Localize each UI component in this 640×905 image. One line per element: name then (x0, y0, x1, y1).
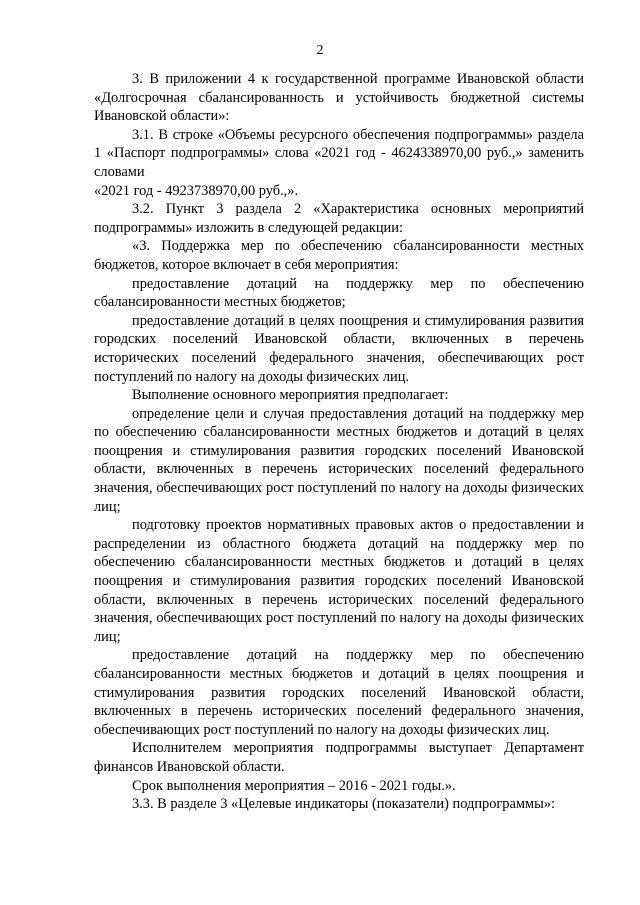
paragraph-quote-start: «3. Поддержка мер по обеспечению сбалансированности местных бюджетов, которое включает в себя мероприятия: (94, 238, 584, 273)
paragraph-item-3-3: 3.3. В разделе 3 «Целевые индикаторы (показатели) подпрограммы»: (132, 796, 555, 813)
paragraph-item-3-1-new-value: «2021 год - 4923738970,00 руб.,». (94, 182, 299, 199)
paragraph-item-3-2: 3.2. Пункт 3 раздела 2 «Характеристика основных мероприятий подпрограммы» изложить в следующей редакции: (94, 201, 584, 236)
paragraph-measure-1: предоставление дотаций на поддержку мер по обеспечению сбалансированности местных бюджетов; (94, 275, 584, 311)
paragraph-draft-acts: подготовку проектов нормативных правовых актов о предоставлении и распределении из областного бюджета дотаций на поддержку мер по обеспечению сбалансированности местных бюджетов и дотаций в целях поощрения и стимулирования развития городских поселений Ивановской области, включенных в перечень исторических поселений федерального значения, обеспечивающих рост поступлений по налогу на доходы физических лиц; (94, 517, 584, 645)
paragraph-subsidy-provision: предоставление дотаций на поддержку мер по обеспечению сбалансированности местных бюджетов и дотаций в целях поощрения и стимулирования развития городских поселений Ивановской области, включенных в перечень исторических поселений федерального значения, обеспечивающих рост поступлений по налогу на доходы физических лиц. (94, 647, 584, 738)
paragraph-item-3-1: 3.1. В строке «Объемы ресурсного обеспечения подпрограммы» раздела 1 «Паспорт подпрограммы» слова «2021 год - 4624338970,00 руб.,» заменить словами (94, 126, 584, 180)
paragraph-deadline: Срок выполнения мероприятия – 2016 - 2021 годы.». (132, 777, 456, 794)
paragraph-implementation: Выполнение основного мероприятия предполагает: (132, 387, 449, 404)
paragraph-executor: Исполнителем мероприятия подпрограммы выступает Департамент финансов Ивановской области. (94, 740, 584, 775)
paragraph-measure-2: предоставление дотаций в целях поощрения и стимулирования развития городских поселений Ивановской области, включенных в перечень исторических поселений федерального значения, обеспечивающих рост поступлений по налогу на доходы физических лиц. (94, 312, 584, 385)
page-number: 2 (316, 43, 324, 58)
document-body (94, 70, 584, 814)
paragraph-goal-definition: определение цели и случая предоставления дотаций на поддержку мер по обеспечению сбалансированности местных бюджетов и дотаций в целях поощрения и стимулирования развития городских поселений Ивановской области, включенных в перечень исторических поселений федерального значения, обеспечивающих рост поступлений по налогу на доходы физических лиц; (94, 405, 584, 515)
paragraph-item-3: 3. В приложении 4 к государственной программе Ивановской области «Долгосрочная сбалансированность и устойчивость бюджетной системы Ивановской области»: (94, 71, 584, 125)
